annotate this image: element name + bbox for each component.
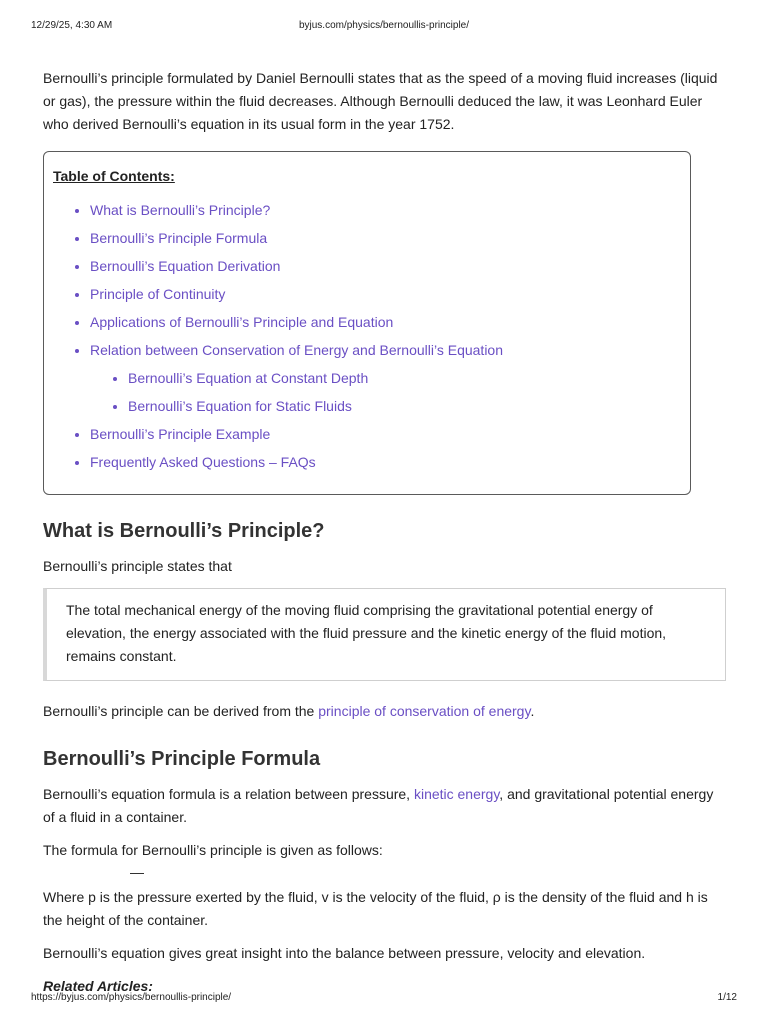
kinetic-energy-link[interactable]: kinetic energy <box>413 786 500 802</box>
section-heading-what-is: What is Bernoulli’s Principle? <box>43 520 325 542</box>
footer-url: https://byjus.com/physics/bernoullis-principle/ <box>31 992 232 1003</box>
formula-intro-suffix: , and gravitational potential energy of a fluid in a container. <box>43 786 714 825</box>
section-heading-formula: Bernoulli’s Principle Formula <box>43 748 321 770</box>
toc-link-what-is[interactable]: What is Bernoulli’s Principle? <box>90 202 271 218</box>
toc-list <box>53 196 690 476</box>
print-datetime: 12/29/25, 4:30 AM <box>31 20 113 31</box>
toc-link-formula[interactable]: Bernoulli’s Principle Formula <box>90 230 268 246</box>
print-url: byjus.com/physics/bernoullis-principle/ <box>298 20 470 31</box>
toc-item[interactable] <box>90 308 690 336</box>
insight-paragraph: Bernoulli’s equation gives great insight into the balance between pressure, velocity and elevation. <box>43 945 646 961</box>
conservation-energy-link[interactable]: principle of conservation of energy <box>318 703 531 719</box>
formula-given-paragraph: The formula for Bernoulli’s principle is given as follows: <box>43 842 383 858</box>
derive-paragraph <box>43 700 726 723</box>
toc-item[interactable] <box>90 448 690 476</box>
variables-paragraph: Where p is the pressure exerted by the fluid, v is the velocity of the fluid, ρ is the density of the fluid and h is the height of the container. <box>43 889 708 928</box>
toc-item[interactable] <box>90 252 690 280</box>
toc-link-constant-depth[interactable]: Bernoulli’s Equation at Constant Depth <box>128 370 369 386</box>
formula-intro-prefix: Bernoulli’s equation formula is a relation between pressure, <box>43 786 414 802</box>
print-header <box>31 20 737 34</box>
toc-item[interactable] <box>90 280 690 308</box>
derive-suffix: . <box>530 703 535 719</box>
toc-item[interactable] <box>90 336 690 420</box>
article-content <box>43 67 726 998</box>
related-articles-heading: Related Articles: <box>43 978 153 994</box>
toc-subitem[interactable] <box>128 364 690 392</box>
toc-subitem[interactable] <box>128 392 690 420</box>
toc-item[interactable] <box>90 196 690 224</box>
section1-lead: Bernoulli’s principle states that <box>43 558 232 574</box>
toc-link-static-fluids[interactable]: Bernoulli’s Equation for Static Fluids <box>128 398 352 414</box>
toc-item[interactable] <box>90 420 690 448</box>
formula-intro-paragraph <box>43 783 726 829</box>
toc-link-derivation[interactable]: Bernoulli’s Equation Derivation <box>90 258 281 274</box>
toc-item[interactable] <box>90 224 690 252</box>
toc-title: Table of Contents: <box>53 168 175 184</box>
table-of-contents <box>43 151 691 495</box>
blockquote-text: The total mechanical energy of the moving fluid comprising the gravitational potential energy of elevation, the energy associated with the fluid pressure and the kinetic energy of the fluid motion, remains constant. <box>66 602 667 664</box>
toc-sublist <box>90 364 690 420</box>
derive-prefix: Bernoulli’s principle can be derived from the <box>43 703 319 719</box>
toc-link-faqs[interactable]: Frequently Asked Questions – FAQs <box>90 454 316 470</box>
toc-link-energy-relation[interactable]: Relation between Conservation of Energy and Bernoulli’s Equation <box>90 342 504 358</box>
toc-link-applications[interactable]: Applications of Bernoulli’s Principle and Equation <box>90 314 394 330</box>
principle-blockquote <box>43 588 726 681</box>
print-footer <box>31 992 737 1006</box>
intro-paragraph: Bernoulli’s principle formulated by Daniel Bernoulli states that as the speed of a moving fluid increases (liquid or gas), the pressure within the fluid decreases. Although Bernoulli deduced the law, it was Leonhard Euler who derived Bernoulli’s equation in its usual form in the year 1752. <box>43 70 718 132</box>
page-number: 1/12 <box>717 992 737 1003</box>
formula-fraction-bar: — <box>130 864 144 880</box>
toc-link-continuity[interactable]: Principle of Continuity <box>90 286 226 302</box>
toc-link-example[interactable]: Bernoulli’s Principle Example <box>90 426 271 442</box>
formula-placeholder <box>43 862 726 886</box>
